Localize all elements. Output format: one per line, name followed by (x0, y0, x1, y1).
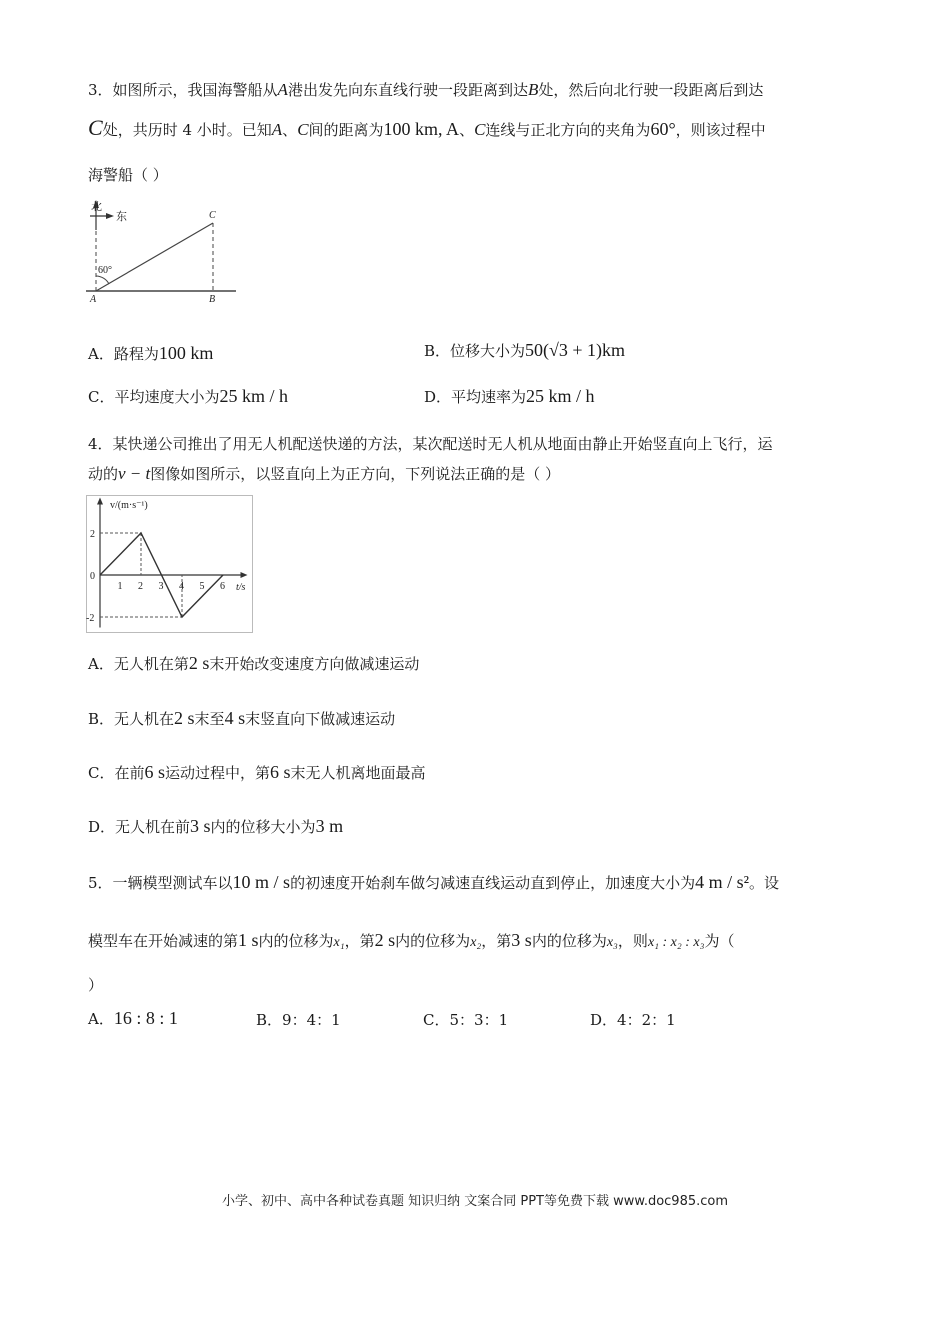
x-axis-label: t/s (236, 582, 246, 593)
x-tick-label: 6 (220, 581, 225, 592)
q4-option-a[interactable]: A．无人机在第2 s末开始改变速度方向做减速运动 (88, 653, 420, 673)
angle-arc (96, 276, 109, 284)
q4-option-c[interactable]: C．在前6 s运动过程中，第6 s末无人机离地面最高 (88, 762, 426, 782)
ac-line (96, 223, 213, 291)
x-tick-label: 5 (199, 581, 205, 592)
y-tick-label: -2 (86, 613, 95, 624)
q5-line3: ） (88, 976, 104, 994)
q4-option-b[interactable]: B．无人机在2 s末至4 s末竖直向下做减速运动 (88, 708, 396, 728)
q4-line1: 4．某快递公司推出了用无人机配送快递的方法，某次配送时无人机从地面由静止开始竖直向上飞行，运 (88, 435, 773, 453)
q3-option-c[interactable]: C．平均速度大小为25 km / h (88, 386, 288, 406)
q3-line1: 3．如图所示，我国海警船从A港出发先向东直线行驶一段距离到达B处，然后向北行驶一段距离后到达 (88, 80, 764, 99)
y-axis-label: v/(m·s⁻¹) (110, 500, 148, 511)
north-label: 北 (91, 201, 102, 213)
q5-line2: 模型车在开始减速的第1 s内的位移为x₁，第2 s内的位移为x₂，第3 s内的位移为x₃，则x₁ : x₂ : x₃为（ (88, 930, 735, 950)
q3-option-b[interactable]: B．位移大小为50(√3 + 1)km (424, 340, 626, 360)
x-tick-label: 2 (138, 581, 143, 592)
vt-chart (86, 495, 256, 635)
x-tick-label: 4 (179, 581, 184, 592)
x-axis-arrow-icon (241, 572, 248, 578)
q3-line3: 海警船（ ） (88, 166, 168, 184)
point-b: B (209, 294, 216, 305)
q5-option-c[interactable]: C．5：3：1 (423, 1011, 509, 1029)
q4-line2: 动的v − t图像如图所示，以竖直向上为正方向，下列说法正确的是（ ） (88, 464, 561, 483)
q5-option-b[interactable]: B．9：4：1 (256, 1011, 341, 1029)
y-tick-label: 2 (90, 529, 95, 540)
point-a: A (90, 294, 97, 305)
page-footer: 小学、初中、高中各种试卷真题 知识归纳 文案合同 PPT等免费下载 www.doc985.com (221, 1194, 729, 1209)
x-tick-label: 1 (117, 581, 123, 592)
q3-option-d[interactable]: D．平均速率为25 km / h (424, 386, 595, 406)
q3-line2: C处，共历时 4 小时。已知A、C间的距离为100 km, A、C连线与正北方向的夹角为60°，则该过程中 (88, 115, 766, 140)
y-tick-label: 0 (90, 571, 95, 582)
q3-figure (86, 196, 241, 306)
q5-option-d[interactable]: D．4：2：1 (590, 1011, 676, 1029)
angle-label: 60° (98, 265, 112, 276)
y-axis-arrow-icon (97, 498, 103, 505)
east-arrow-icon (106, 213, 114, 219)
x-tick-label: 3 (158, 581, 164, 592)
q5-line1: 5．一辆模型测试车以10 m / s的初速度开始刹车做匀减速直线运动直到停止，加速度大小为4 m / s²。设 (88, 872, 779, 892)
q3-option-a[interactable]: A．路程为100 km (88, 343, 214, 363)
q5-option-a[interactable]: A．16 : 8 : 1 (88, 1008, 178, 1028)
point-c: C (209, 210, 216, 221)
q4-option-d[interactable]: D．无人机在前3 s内的位移大小为3 m (88, 816, 344, 836)
east-label: 东 (116, 211, 127, 223)
